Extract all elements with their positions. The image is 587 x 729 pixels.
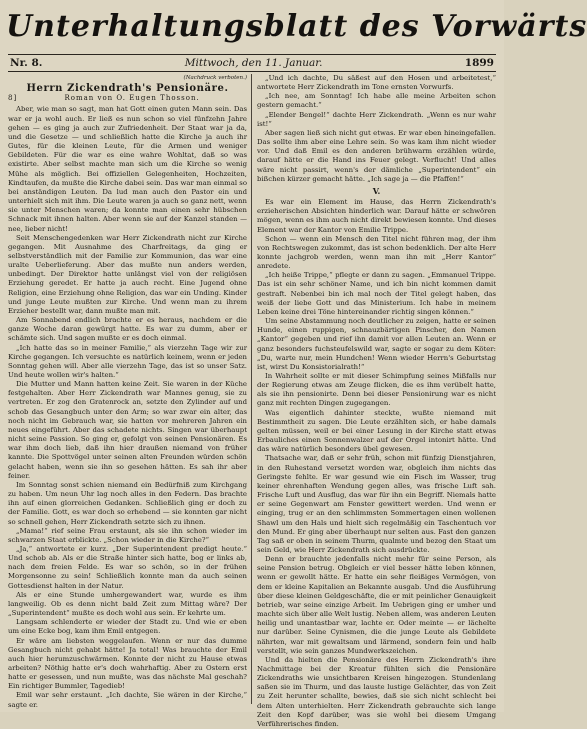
paragraph: „Ich nee, am Sonntag! Ich habe alle meine Arbeiten schon gestern gemacht.“ (257, 92, 496, 110)
paragraph: Um seine Abstammung noch deutlicher zu zeigen, hatte er seinen Hunde, einen ruppigen, schnauzbärtigen Pinscher, den Namen „Kantor“ gegeben und rief ihn damit vor allen Leuten an. Wenn er ganz besonders fuchsteufelswild war, sagte er sogar zu dem Köter: „Du, warte nur, mein Hundchen! Wenn wieder Herrn's Geburtstag ist, wirst Du Konsistorialrath!“ (257, 317, 496, 371)
paragraph: Aber, wie man so sagt, man hat Gott einen guten Mann sein. Das war er ja wohl auch. Er ließ es nun schon so viel fünfzehn Jahre gehen — es ging ja auch zur Zufriedenheit. Der Staat war ja da, und die Gesetze — und schließlich hatte die Kirche ja auch ihr Gutes, für die kleinen Leute, für die Armen und weniger Gebildeten. Für die war es eine wahre Wohltat, daß so was existirte. Aber selbst machte man sich um die Kirche so wenig Mühe als möglich. Bei offiziellen Gelegenheiten, Hochzeiten, Kindtaufen, da mußte die Kirche dabei sein. Das war man einmal so bei anständigen Leuten. Da lud man auch den Pastor ein und unterhielt sich mit ihm. Die Leute waren ja auch so ganz nett, wenn sie unter Menschen waren; da konnte man einen sehr hübschen Schnack mit ihnen halten. Aber wenn sie auf der Kanzel standen — nee, lieber nicht! (8, 105, 247, 233)
reprint-note: (Nachdruck verboten.) (183, 75, 247, 81)
paragraph: In Wahrheit sollte er mit dieser Schimpfung seines Mißfalls nur der Regierung etwas am Zeuge flicken, die es ihm verübelt hatte, als sie ihn pensionirte. Denn bei dieser Pensionirung war es nicht ganz mit rechten Dingen zugegangen. (257, 372, 496, 408)
paragraph: Am Sonnabend endlich brachte er es heraus, nachdem er die ganze Woche daran gewürgt hatte. Es war zu dumm, aber er schämte sich. Und sagen mußte er es doch einmal. (8, 316, 247, 343)
paragraph: „Elender Bengel!“ dachte Herr Zickendrath. „Wenn es nur wahr ist!“ (257, 110, 496, 128)
left-column (8, 74, 252, 709)
author-line: Roman von O. Eugen Thosson. (64, 94, 200, 103)
paragraph: Es war ein Element im Hause, das Herrn Zickendrath's erzieherischen Absichten hinderlich war. Darauf hätte er schwören mögen, wenn es ihm auch nicht direkt bewiesen konnte. Und dieses Element war der Kantor von Emilie Trippe. (257, 198, 496, 234)
story-byline (8, 94, 247, 103)
paragraph: Aber sagen ließ sich nicht gut etwas. Er war eben hineingefallen. Das sollte ihm aber eine Lehre sein. So was kam ihm nicht wieder vor. Und daß Emil es den anderen brühwarm erzählen würde, darauf hätte er die Hand ins Feuer gelegt. Verflucht! Und alles wäre nicht passirt, wenn's der dämliche „Superintendent“ ein bißchen kürzer gemacht hätte. „Ich sage ja — die Pfaffen!“ (257, 128, 496, 183)
paragraph: Denn er brauchte jedenfalls nicht mehr für seine Person, als seine Pension betrug. Obgleich er viel besser hätte leben können, wenn er gewollt hätte. Er hatte ein sehr fleißiges Vermögen, von dem er kleine Kapitalien an Bekannte ausgab. Und die Ausführung über diese kleinen Geldgeschäfte, die er mit peinlicher Genauigkeit betrieb, war seine einzige Arbeit. Im Uebrigen ging er umher und machte sich über alle Welt lustig. Neben allem, was anderen Leuten heilig und unantastbar war, lachte er. Oder meinte — er lächelte nur darüber. Seine Cynismen, die die junge Leute als Gebildete nährten, war mit gewaltsam und lärmend, sondern fein und halb verstellt, wie sein ganzes Mundwerkszeichen. (257, 555, 496, 655)
paragraph: „Mama!“ rief seine Frau erstaunt, als sie ihn schon wieder im schwarzen Staat erblickte. „Schon wieder in die Kirche?“ (8, 526, 247, 544)
article-columns (8, 74, 496, 728)
right-column-text (257, 198, 496, 729)
paragraph: Thatsache war, daß er sehr früh, schon mit fünfzig Dienstjahren, in den Ruhestand versetzt worden war, obgleich ihm nichts das Geringste fehlte. Er war gesund wie ein Fisch im Wasser, trug keiner ehrenhaften Wendung gegen alles, was frische Luft sah. Frische Luft und Ausflug, das war für ihn ein Begriff. Niemals hatte er seine Gegenwart am Fenster gewittert werden. Und wenn er einging, trug er an den schlimmsten Sommertagen einen wollenen Shawl um den Hals und hielt sich regelmäßig ein Taschentuch vor den Mund. Er ging aber überhaupt nur selten aus. Fast den ganzen Tag saß er oben in seinem Thurm, qualmte und bezog den Staat um sein Geld, wie Herr Zickendrath sich ausdrückte. (257, 454, 496, 554)
paragraph: Und da hielten die Pensionäre des Herrn Zickendrath's ihre Nachmittage bei der Kreatur fühlten sich die Pensionäre Zickendraths wie unsichtbaren Kreisen hingezogen. Stundenlang saßen sie im Thurm, und das lauste lustige Gelächter, das von Zeit zu Zeit herunter schallte, bewies, daß sie sich nicht schlecht bei dem Alten unterhielten. Herr Zickendrath gebrauchte sich lange Zeit den Kopf darüber, was sie wohl bei diesem Umgang Verführerisches finden. (257, 655, 496, 728)
issue-year: 1899 (464, 57, 494, 69)
paragraph: Im Sonntag sonst schien niemand ein Bedürfniß zum Kirchgang zu haben. Um neun Uhr lag noch alles in den Federn. Das brachte ihn auf einen glorreichen Gedanken. Schließlich ging er doch zu der Familie. Gott, es war doch so erhebend — sie konnten gar nicht so schnell gehen, Herr Zickendrath setzte sich zu ihnen. (8, 480, 247, 526)
paragraph: „Ich heiße Trippe,“ pflegte er dann zu sagen. „Emmanuel Trippe. Das ist ein sehr schöner Name, und ich bin nicht kommen damit gestraft. Nebenbei bin ich mal noch der Titel gelegt haben, das weiß der liebe Gott und das Ministerium. Ich habe in meinem Leben keine drei Töne hintereinander richtig singen können.“ (257, 271, 496, 316)
paragraph: „Ja,“ antwortete er kurz. „Der Superintendent predigt heute.“ Und schob ab. Als er die Straße hinter sich hatte, bog er links ab, nach dem freien Felde. Es war so schön, so in der frühen Morgensonne zu sein! Schließlich konnte man da auch seinen Gottesdienst halten in der Natur. (8, 544, 247, 590)
right-column (252, 74, 496, 728)
paragraph: Seit Menschengedenken war Herr Zickendrath nicht zur Kirche gegangen. Mit Ausnahme des Charfreitags, da ging er selbstverständlich mit der Familie zur Kommunion, das war eine uralte Ueberlieferung. Aber das mußte nun anders werden, unbedingt. Der Direktor hatte unlängst viel von der religiösen Erziehung geredet. Er hatte ja auch recht. Eine Jugend ohne Religion, eine Erziehung ohne Religion, das war ein Unding. Kinder und junge Leute mußten zur Kirche. Und wenn man zu ihrem Erzieher bestellt war, dann mußte man mit. (8, 233, 247, 315)
right-column-intro-text (257, 74, 496, 184)
paragraph: Schon — wenn ein Mensch den Titel nicht führen mag, der ihm von Rechtswegen zukommt, das ist schon bedenklich. Der alte Herr konnte jachgrob werden, wenn man ihn mit „Herr Kantor“ anredete. (257, 234, 496, 271)
paragraph: Er wäre am liebsten weggelaufen. Wenn er nur das dumme Gesangbuch nicht gehabt hätte! Ja total! Was brauchte der Emil auch hier herumzuschwärmen. Konnte der nicht zu Hause etwas arbeiten? Nöthig hatte er's doch wahrhaftig. Aber zu Ostern erst hatte er gesessen, und nun mußte, was das nächste Mal geschah? Ein richtiger Bummler, Tagedieb! (8, 636, 247, 691)
paragraph: Langsam schlenderte er wieder der Stadt zu. Und wie er eben um eine Ecke bog, kam ihm Emil entgegen. (8, 618, 247, 636)
paragraph: Was eigentlich dahinter steckte, wußte niemand mit Bestimmtheit zu sagen. Die Leute erzählten sich, er habe damals gelten müssen, weil er bei einer Lesung in der Kirche statt etwas Erbauliches einen Sonnenwalzer auf der Orgel intonirt hätte. Und das wäre natürlich besonders übel gewesen. (257, 408, 496, 454)
issue-number: Nr. 8. (10, 57, 43, 69)
paragraph: Als er eine Stunde umhergewandert war, wurde es ihm langweilig. Ob es denn nicht bald Zeit zum Mittag wäre? Der „Superintendent“ mußte es doch wohl aus sein. Er kehrte um. (8, 590, 247, 618)
paragraph: Die Mutter und Mann hatten keine Zeit. Sie waren in der Küche festgehalten. Aber Herr Zickendrath war Mannes genug, sie zu vertreten. Er zog den Gratenrock an, setzte den Zylinder auf und schob das Gesangbuch unter den Arm; so war zwar ein alter, das noch nicht im Gebrauch war, sie hatten vor mehreren Jahren ein neues eingeführt. Aber das schadete nichts. Singen war überhaupt nicht seine Passion. So ging er, gefolgt von seinen Pensionären. Es war ihm doch lieb, daß ihn hier draußen niemand von früher kannte. Die Spottvögel unter seinen alten Freunden würden schön gelacht haben, wenn sie ihn so gesehen hätten. Es sah ihr aber feiner. (8, 380, 247, 480)
masthead-title: Unterhaltungsblatt des Vorwärts (6, 9, 587, 44)
paragraph: „Und ich dachte, Du säßest auf den Hosen und arbeitetest,“ antwortete Herr Zickendrath im Tone ernsten Vorwurfs. (257, 74, 496, 92)
chapter-number: V. (372, 185, 381, 196)
issue-date: Mittwoch, den 11. Januar. (184, 57, 323, 69)
left-column-text (8, 105, 247, 709)
paragraph: Emil war sehr erstaunt. „Ich dachte, Sie wären in der Kirche,“ sagte er. (8, 691, 247, 709)
installment-number: 8] (8, 94, 18, 103)
issue-info-bar (8, 54, 496, 72)
paragraph: „Ich hatte das so in meiner Familie,“ als vierzehn Tage wir zur Kirche gegangen. Ich versuchte es natürlich keinem, wenn er jeden Sonntag gehen will. Aber alle vierzehn Tage, das ist so unser Satz. Und heute wollen wir's halten.“ (8, 343, 247, 379)
story-title: Herrn Zickendrath's Pensionäre. (26, 83, 229, 95)
